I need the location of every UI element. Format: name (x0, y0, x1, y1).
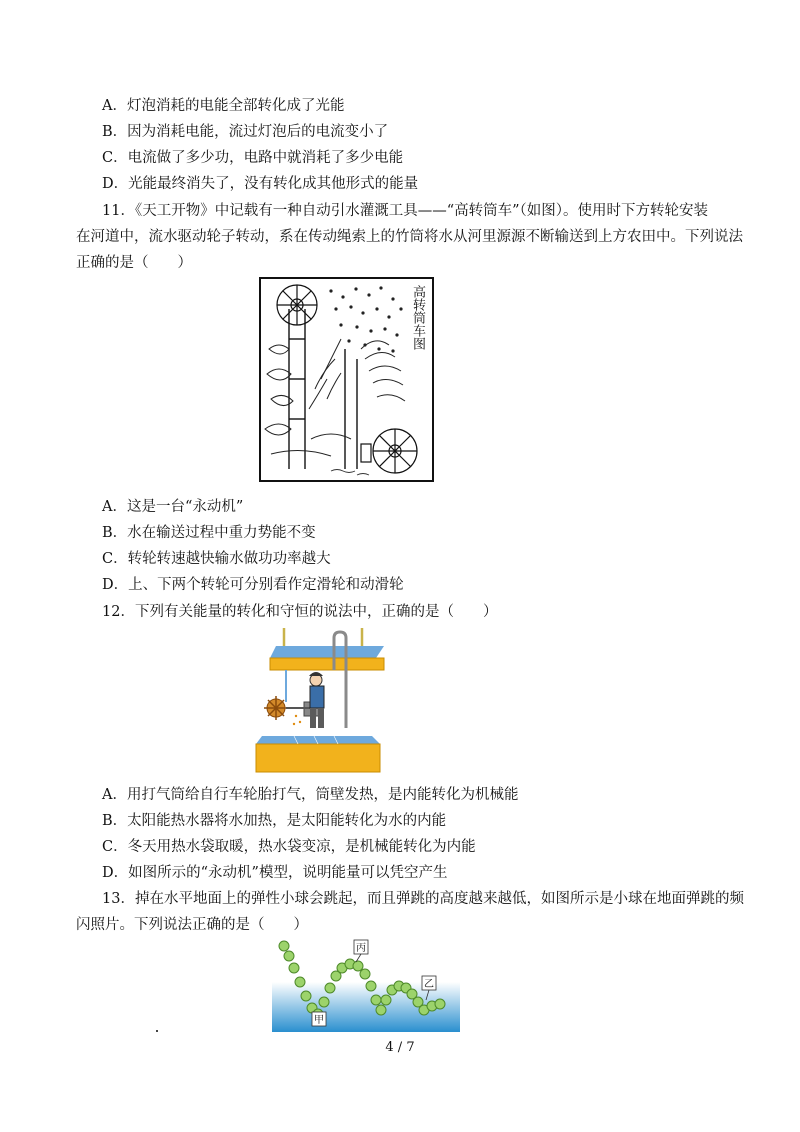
q11-stem-line1: 11．《天工开物》中记载有一种自动引水灌溉工具——“高转筒车”（如图）。使用时下方转轮安装 (102, 203, 709, 219)
q11-option-c: C．转轮转速越快输水做功功率越大 (102, 551, 331, 567)
q12-option-d: D．如图所示的“永动机”模型，说明能量可以凭空产生 (102, 865, 448, 881)
q10-option-a: A．灯泡消耗的电能全部转化成了光能 (102, 98, 345, 114)
q12-stem: 12．下列有关能量的转化和守恒的说法中，正确的是（ ） (102, 604, 498, 620)
q12-option-b: B．太阳能热水器将水加热，是太阳能转化为水的内能 (102, 813, 447, 829)
q13-stem-line2: 闪照片。下列说法正确的是（ ） (76, 917, 308, 933)
figure-caption-vertical: 高转筒车图 (410, 285, 425, 350)
q11-stem-line2: 在河道中，流水驱动轮子转动，系在传动绳索上的竹筒将水从河里源源不断输送到上方农田中。下列说法 (76, 229, 743, 245)
water-wheel-woodcut-figure (259, 277, 434, 482)
stray-mark (156, 1030, 158, 1032)
q10-option-b: B．因为消耗电能，流过灯泡后的电流变小了 (102, 124, 389, 140)
q11-option-a: A．这是一台“永动机” (102, 499, 244, 515)
label-bing: 丙 (356, 943, 366, 954)
page-number: 4 / 7 (385, 1040, 415, 1055)
q13-stem-line1: 13．掉在水平地面上的弹性小球会跳起，而且弹跳的高度越来越低，如图所示是小球在地面弹跳的频 (102, 891, 744, 907)
q11-option-b: B．水在输送过程中重力势能不变 (102, 525, 316, 541)
q11-option-d: D．上、下两个转轮可分别看作定滑轮和动滑轮 (102, 577, 404, 593)
q10-option-d: D．光能最终消失了，没有转化成其他形式的能量 (102, 176, 419, 192)
water-wheel-illustration (261, 279, 432, 480)
label-yi: 乙 (424, 979, 434, 990)
perpetual-motion-illustration (254, 628, 390, 774)
perpetual-motion-figure (254, 628, 390, 774)
q10-option-c: C．电流做了多少功，电路中就消耗了多少电能 (102, 150, 404, 166)
label-jia: 甲 (314, 1015, 324, 1026)
q11-stem-line3: 正确的是（ ） (76, 255, 192, 271)
bouncing-ball-figure (272, 938, 460, 1032)
bouncing-ball-illustration (272, 938, 460, 1032)
q12-option-a: A．用打气筒给自行车轮胎打气，筒壁发热，是内能转化为机械能 (102, 787, 519, 803)
q12-option-c: C．冬天用热水袋取暖，热水袋变凉，是机械能转化为内能 (102, 839, 476, 855)
